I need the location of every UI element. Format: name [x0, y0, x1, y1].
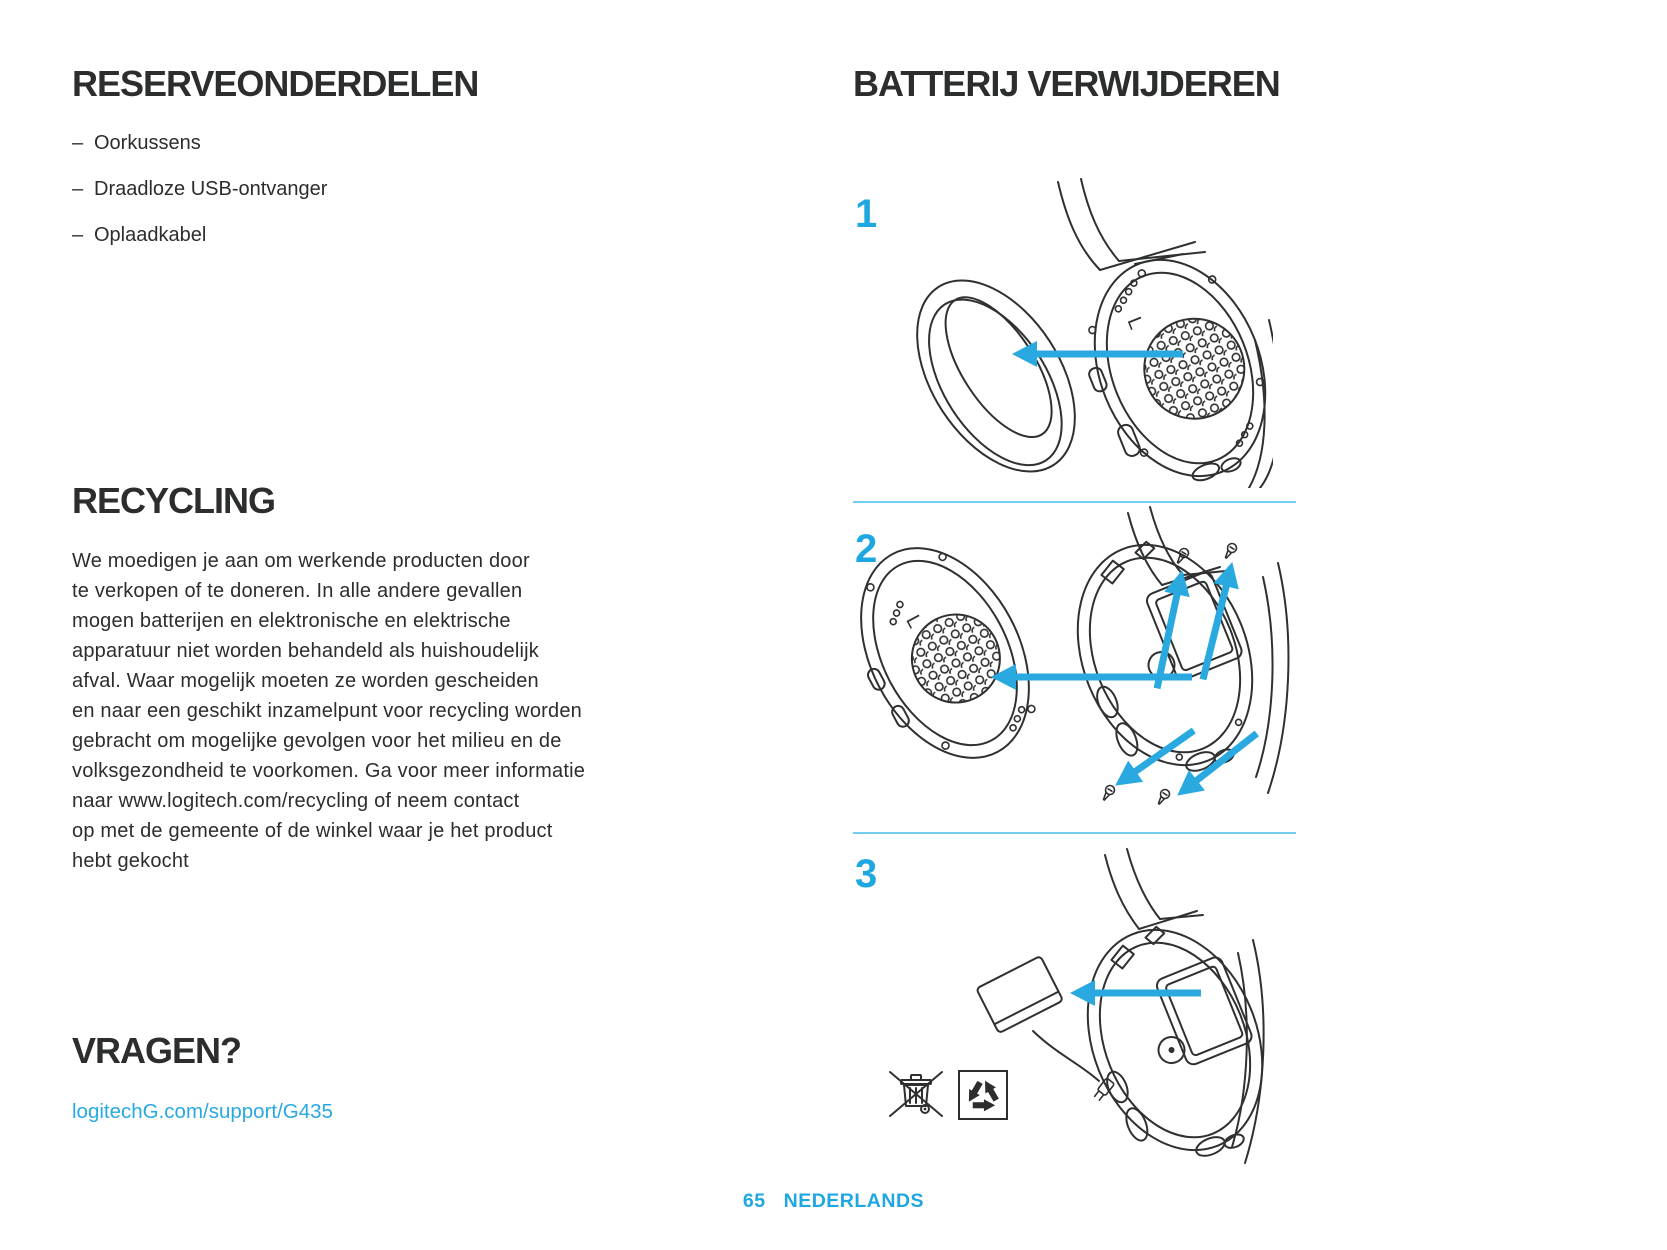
paragraph-line: op met de gemeente of de winkel waar je het product — [72, 820, 553, 842]
recycle-icon — [958, 1070, 1008, 1120]
paragraph-line: mogen batterijen en elektronische en elektrische — [72, 610, 511, 632]
step-3-number: 3 — [855, 852, 878, 896]
paragraph-line: gebracht om mogelijke gevolgen voor het milieu en de — [72, 730, 562, 752]
recycling-paragraph — [72, 546, 585, 876]
paragraph-line: hebt gekocht — [72, 850, 189, 872]
language-label: NEDERLANDS — [783, 1190, 925, 1212]
paragraph-line: volksgezondheid te voorkomen. Ga voor meer informatie — [72, 760, 586, 782]
headband-lines — [1058, 179, 1205, 270]
weee-bin-icon — [888, 1066, 944, 1120]
step-divider — [853, 832, 1296, 834]
paragraph-line: te verkopen of te doneren. In alle andere gevallen — [72, 580, 523, 602]
page-footer — [0, 1190, 1667, 1213]
dash-bullet: – — [72, 132, 84, 154]
arrow-left-icon — [1070, 980, 1201, 1006]
screw-icon — [1222, 542, 1238, 560]
left-ear-label: L — [1122, 313, 1148, 333]
screw-icon — [1174, 547, 1190, 565]
paragraph-line: naar www.logitech.com/recycling of neem contact — [72, 790, 520, 812]
earcup-outline — [1057, 234, 1273, 488]
dash-bullet: – — [72, 224, 84, 246]
list-item-label: Oplaadkabel — [94, 224, 207, 246]
questions-title: VRAGEN? — [72, 1030, 242, 1071]
step-2-number: 2 — [855, 527, 878, 571]
ear-pad — [885, 252, 1108, 488]
paragraph-line: apparatuur niet worden behandeld als huishoudelijk — [72, 640, 539, 662]
left-ear-label: L — [901, 611, 926, 632]
right-earpad-edge — [1232, 940, 1264, 1163]
dash-bullet: – — [72, 178, 84, 200]
step3-remove-battery-illustration — [853, 845, 1283, 1180]
headband-lines — [1105, 849, 1203, 929]
recycling-title: RECYCLING — [72, 480, 276, 521]
speaker-plate — [840, 519, 1063, 789]
paragraph-line: en naar een geschikt inzamelpunt voor recycling worden — [72, 700, 582, 722]
right-earpad-edge — [1256, 563, 1288, 793]
spare-parts-list — [72, 130, 327, 268]
step2-unscrew-plate-illustration — [840, 505, 1310, 805]
list-item — [72, 130, 327, 156]
step1-remove-earpad-illustration — [853, 178, 1273, 488]
list-item — [72, 222, 327, 248]
arrow-up-icon — [1190, 559, 1245, 683]
list-item-label: Draadloze USB-ontvanger — [94, 178, 328, 200]
screw-icon — [1155, 788, 1171, 805]
list-item — [72, 176, 327, 202]
paragraph-line: We moedigen je aan om werkende producten door — [72, 550, 530, 572]
battery-removal-title: BATTERIJ VERWIJDEREN — [853, 63, 1280, 104]
earcup-shell — [1056, 904, 1283, 1180]
screw-icon — [1100, 784, 1116, 802]
support-link[interactable]: logitechG.com/support/G435 — [72, 1100, 333, 1123]
cable-connector — [1093, 1078, 1114, 1101]
pivot-dot — [1168, 1046, 1176, 1054]
page-number: 65 — [742, 1190, 766, 1212]
step-divider — [853, 501, 1296, 503]
battery — [976, 956, 1063, 1033]
list-item-label: Oorkussens — [94, 132, 201, 154]
spare-parts-title: RESERVEONDERDELEN — [72, 63, 479, 104]
paragraph-line: afval. Waar mogelijk moeten ze worden gescheiden — [72, 670, 539, 692]
step-1-number: 1 — [855, 192, 878, 236]
